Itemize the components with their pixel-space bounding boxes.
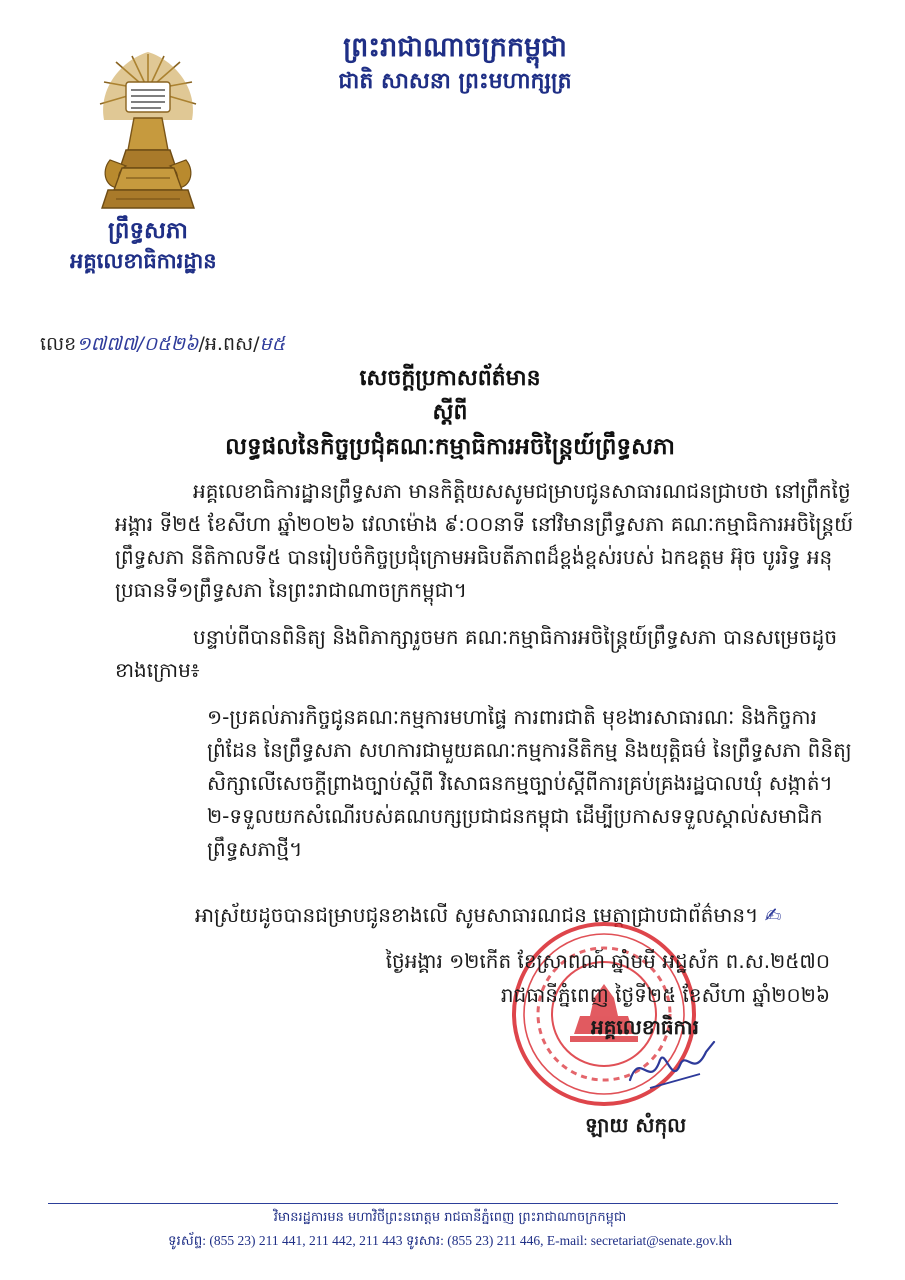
reference-handwritten-code: ម៥: [259, 333, 286, 355]
decision-item-1: ១-ប្រគល់ភារកិច្ចជូនគណៈកម្មការមហាផ្ទៃ ការពារជាតិ មុខងារសាធារណៈ និងកិច្ចការព្រំដែន នៃព្រឹទ្ធសភា សហការជាមួយគណៈកម្មការនីតិកម្ម និងយុត្តិធម៌ នៃព្រឹទ្ធសភា ពិនិត្យសិក្សាលើសេចក្តីព្រាងច្បាប់ស្តីពី វិសោធនកម្មច្បាប់ស្តីពីការគ្រប់គ្រងរដ្ឋបាលឃុំ សង្កាត់។: [207, 705, 852, 795]
senate-emblem-logo: [96, 50, 200, 212]
lunar-date: ថ្ងៃអង្គារ ១២កើត ខែស្រាពណ៍ ឆ្នាំមមី អដ្ឋស័ក ព.ស.២៥៧០: [385, 949, 830, 973]
department-name: អគ្គលេខាធិការដ្ឋាន: [70, 249, 217, 273]
reference-handwritten-number: ១៧៧៧/០៥២៦: [76, 333, 199, 355]
footer-divider: [48, 1203, 838, 1204]
document-body: [115, 475, 860, 866]
kingdom-header: [290, 30, 620, 98]
reference-suffix: /អ.ពស/: [198, 333, 260, 355]
national-motto: ជាតិ សាសនា ព្រះមហាក្សត្រ: [338, 69, 572, 94]
document-titles: [200, 362, 700, 464]
solar-date: រាជធានីភ្នំពេញ ថ្ងៃទី២៥ ខែសីហា ឆ្នាំ២០២៦: [500, 983, 830, 1007]
signatory-title: អគ្គលេខាធិការ: [591, 1015, 699, 1039]
footer-contact: ទូរស័ព្ទ: (855 23) 211 441, 211 442, 211 443 ទូរសារ: (855 23) 211 446, E-mail: secretariat@senate.gov.kh: [167, 1233, 732, 1248]
closing-mark: ✍: [764, 903, 782, 927]
paragraph-2: បន្ទាប់ពីបានពិនិត្យ និងពិភាក្សារួចមក គណៈកម្មាធិការអចិន្ត្រៃយ៍ព្រឹទ្ធសភា បានសម្រេចដូចខាងក្រោម៖: [115, 625, 838, 682]
closing-text: អាស្រ័យដូចបានជម្រាបជូនខាងលើ សូមសាធារណជន មេត្តាជ្រាបជាព័ត៌មាន។: [195, 903, 759, 927]
document-about: ស្តីពី: [432, 400, 468, 425]
footer-address: វិមានរដ្ឋការមន មហាវិថីព្រះនរោត្តម រាជធានីភ្នំពេញ ព្រះរាជាណាចក្រកម្ពុជា: [273, 1210, 627, 1225]
date-block: [360, 944, 830, 1012]
institution-block: [70, 216, 217, 276]
reference-prefix: លេខ: [40, 333, 77, 355]
signatory-name: ឡាយ សំកុល: [585, 1113, 687, 1137]
kingdom-name: ព្រះរាជាណាចក្រកម្ពុជា: [343, 32, 567, 63]
decision-item-2: ២-ទទួលយកសំណើរបស់គណបក្សប្រជាជនកម្ពុជា ដើម្បីប្រកាសទទួលស្គាល់សមាជិកព្រឹទ្ធសភាថ្មី។: [207, 804, 823, 861]
footer: [40, 1208, 860, 1254]
paragraph-1: អគ្គលេខាធិការដ្ឋានព្រឹទ្ធសភា មានកិត្តិយសសូមជម្រាបជូនសាធារណជនជ្រាបថា នៅព្រឹកថ្ងៃអង្គារ ទី២៥ ខែសីហា ឆ្នាំ២០២៦ វេលាម៉ោង ៩:០០នាទី នៅវិមានព្រឹទ្ធសភា គណៈកម្មាធិការអចិន្ត្រៃយ៍ព្រឹទ្ធសភា នីតិកាលទី៥ បានរៀបចំកិច្ចប្រជុំក្រោមអធិបតីភាពដ៏ខ្ពង់ខ្ពស់របស់ ឯកឧត្តម អ៊ុច បូររិទ្ធ អនុប្រធានទី១ព្រឹទ្ធសភា នៃព្រះរាជាណាចក្រកម្ពុជា។: [115, 479, 854, 602]
document-title: សេចក្តីប្រកាសព័ត៌មាន: [359, 366, 541, 391]
document-subject: លទ្ធផលនៃកិច្ចប្រជុំគណៈកម្មាធិការអចិន្ត្រៃយ៍ព្រឹទ្ធសភា: [225, 434, 675, 460]
reference-number: [40, 330, 285, 358]
institution-name: ព្រឹទ្ធសភា: [108, 218, 188, 244]
